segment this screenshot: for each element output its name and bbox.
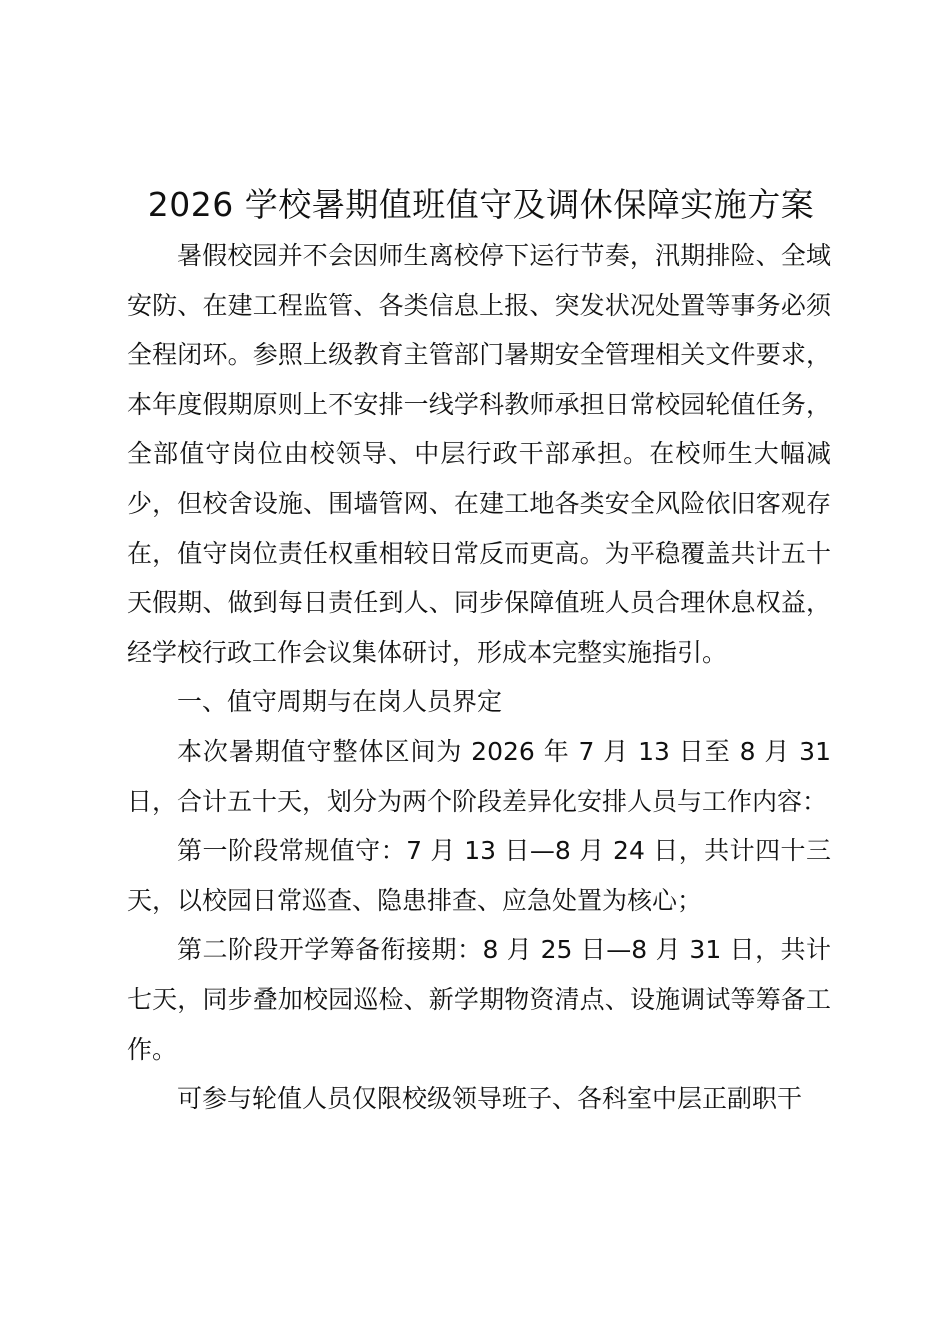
period-paragraph: 本次暑期值守整体区间为 2026 年 7 月 13 日至 8 月 31 日，合计五十天，划分为两个阶段差异化安排人员与工作内容： <box>127 736 831 816</box>
phase-two-paragraph: 第二阶段开学筹备衔接期：8 月 25 日—8 月 31 日，共计七天，同步叠加校园巡检、新学期物资清点、设施调试等筹备工作。 <box>127 935 831 1064</box>
intro-paragraph: 暑假校园并不会因师生离校停下运行节奏，汛期排险、全域安防、在建工程监管、各类信息上报、突发状况处置等事务必须全程闭环。参照上级教育主管部门暑期安全管理相关文件要求，本年度假期原则上不安排一线学科教师承担日常校园轮值任务，全部值守岗位由校领导、中层行政干部承担。在校师生大幅减少，但校舍设施、围墙管网、在建工地各类安全风险依旧客观存在，值守岗位责任权重相较日常反而更高。为平稳覆盖共计五十天假期、做到每日责任到人、同步保障值班人员合理休息权益，经学校行政工作会议集体研讨，形成本完整实施指引。 <box>127 241 831 667</box>
staff-paragraph: 可参与轮值人员仅限校级领导班子、各科室中层正副职干 <box>177 1084 803 1114</box>
section-heading-1: 一、值守周期与在岗人员界定 <box>177 687 503 717</box>
document-body <box>127 231 831 1124</box>
document-title: 2026 学校暑期值班值守及调休保障实施方案 <box>147 185 815 224</box>
phase-one-paragraph: 第一阶段常规值守：7 月 13 日—8 月 24 日，共计四十三天，以校园日常巡查、隐患排查、应急处置为核心； <box>127 836 831 915</box>
